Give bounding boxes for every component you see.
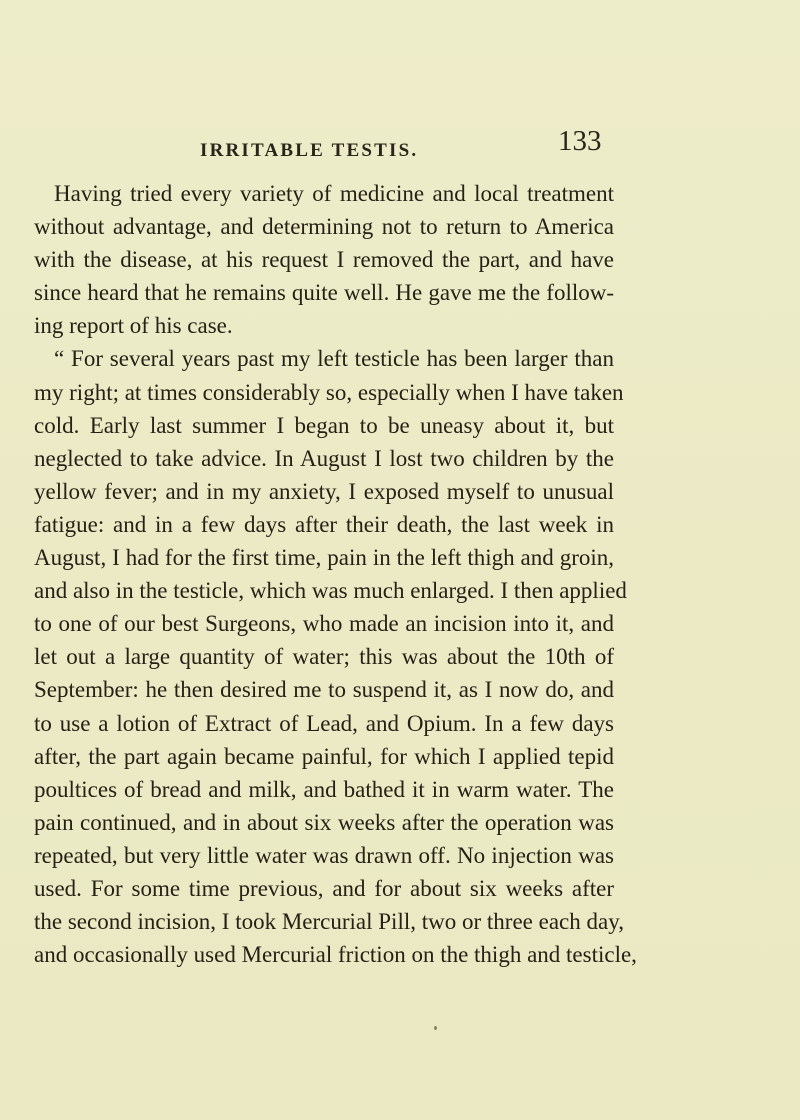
text-line: neglected to take advice. In August I lost two children by the xyxy=(34,445,614,471)
text-line: yellow fever; and in my anxiety, I exposed myself to unusual xyxy=(34,478,614,504)
text-line: let out a large quantity of water; this was about the 10th of xyxy=(34,644,614,670)
text-line: after, the part again became painful, for which I applied tepid xyxy=(34,743,614,769)
text-line: September: he then desired me to suspend it, as I now do, and xyxy=(34,677,614,703)
text-line: the second incision, I took Mercurial Pill, two or three each day, xyxy=(34,909,624,935)
text-line: and also in the testicle, which was much enlarged. I then applied xyxy=(34,578,627,604)
running-head: IRRITABLE TESTIS. xyxy=(200,140,419,161)
text-line: with the disease, at his request I removed the part, and have xyxy=(34,247,614,273)
print-speck xyxy=(434,1026,437,1030)
text-line: “ For several years past my left testicle has been larger than xyxy=(54,346,614,372)
text-line: fatigue: and in a few days after their death, the last week in xyxy=(34,511,614,537)
text-line: to one of our best Surgeons, who made an incision into it, and xyxy=(34,611,614,637)
text-line: cold. Early last summer I began to be uneasy about it, but xyxy=(34,412,614,438)
text-line: August, I had for the first time, pain in the left thigh and groin, xyxy=(34,545,614,571)
text-line: poultices of bread and milk, and bathed it in warm water. The xyxy=(34,776,614,802)
text-line: without advantage, and determining not to return to America xyxy=(34,214,614,240)
text-line: Having tried every variety of medicine and local treatment xyxy=(54,181,614,206)
text-line: pain continued, and in about six weeks after the operation was xyxy=(34,809,614,835)
text-line: since heard that he remains quite well. He gave me the follow- xyxy=(34,280,614,306)
text-line: used. For some time previous, and for about six weeks after xyxy=(34,875,614,901)
body-text xyxy=(34,177,637,971)
text-line: to use a lotion of Extract of Lead, and Opium. In a few days xyxy=(34,710,614,736)
text-line: and occasionally used Mercurial friction on the thigh and testicle, xyxy=(34,942,637,968)
text-line: my right; at times considerably so, especially when I have taken xyxy=(34,379,624,405)
text-line: ing report of his case. xyxy=(34,313,233,339)
text-line: repeated, but very little water was drawn off. No injection was xyxy=(34,842,614,868)
page-number: 133 xyxy=(558,125,602,157)
